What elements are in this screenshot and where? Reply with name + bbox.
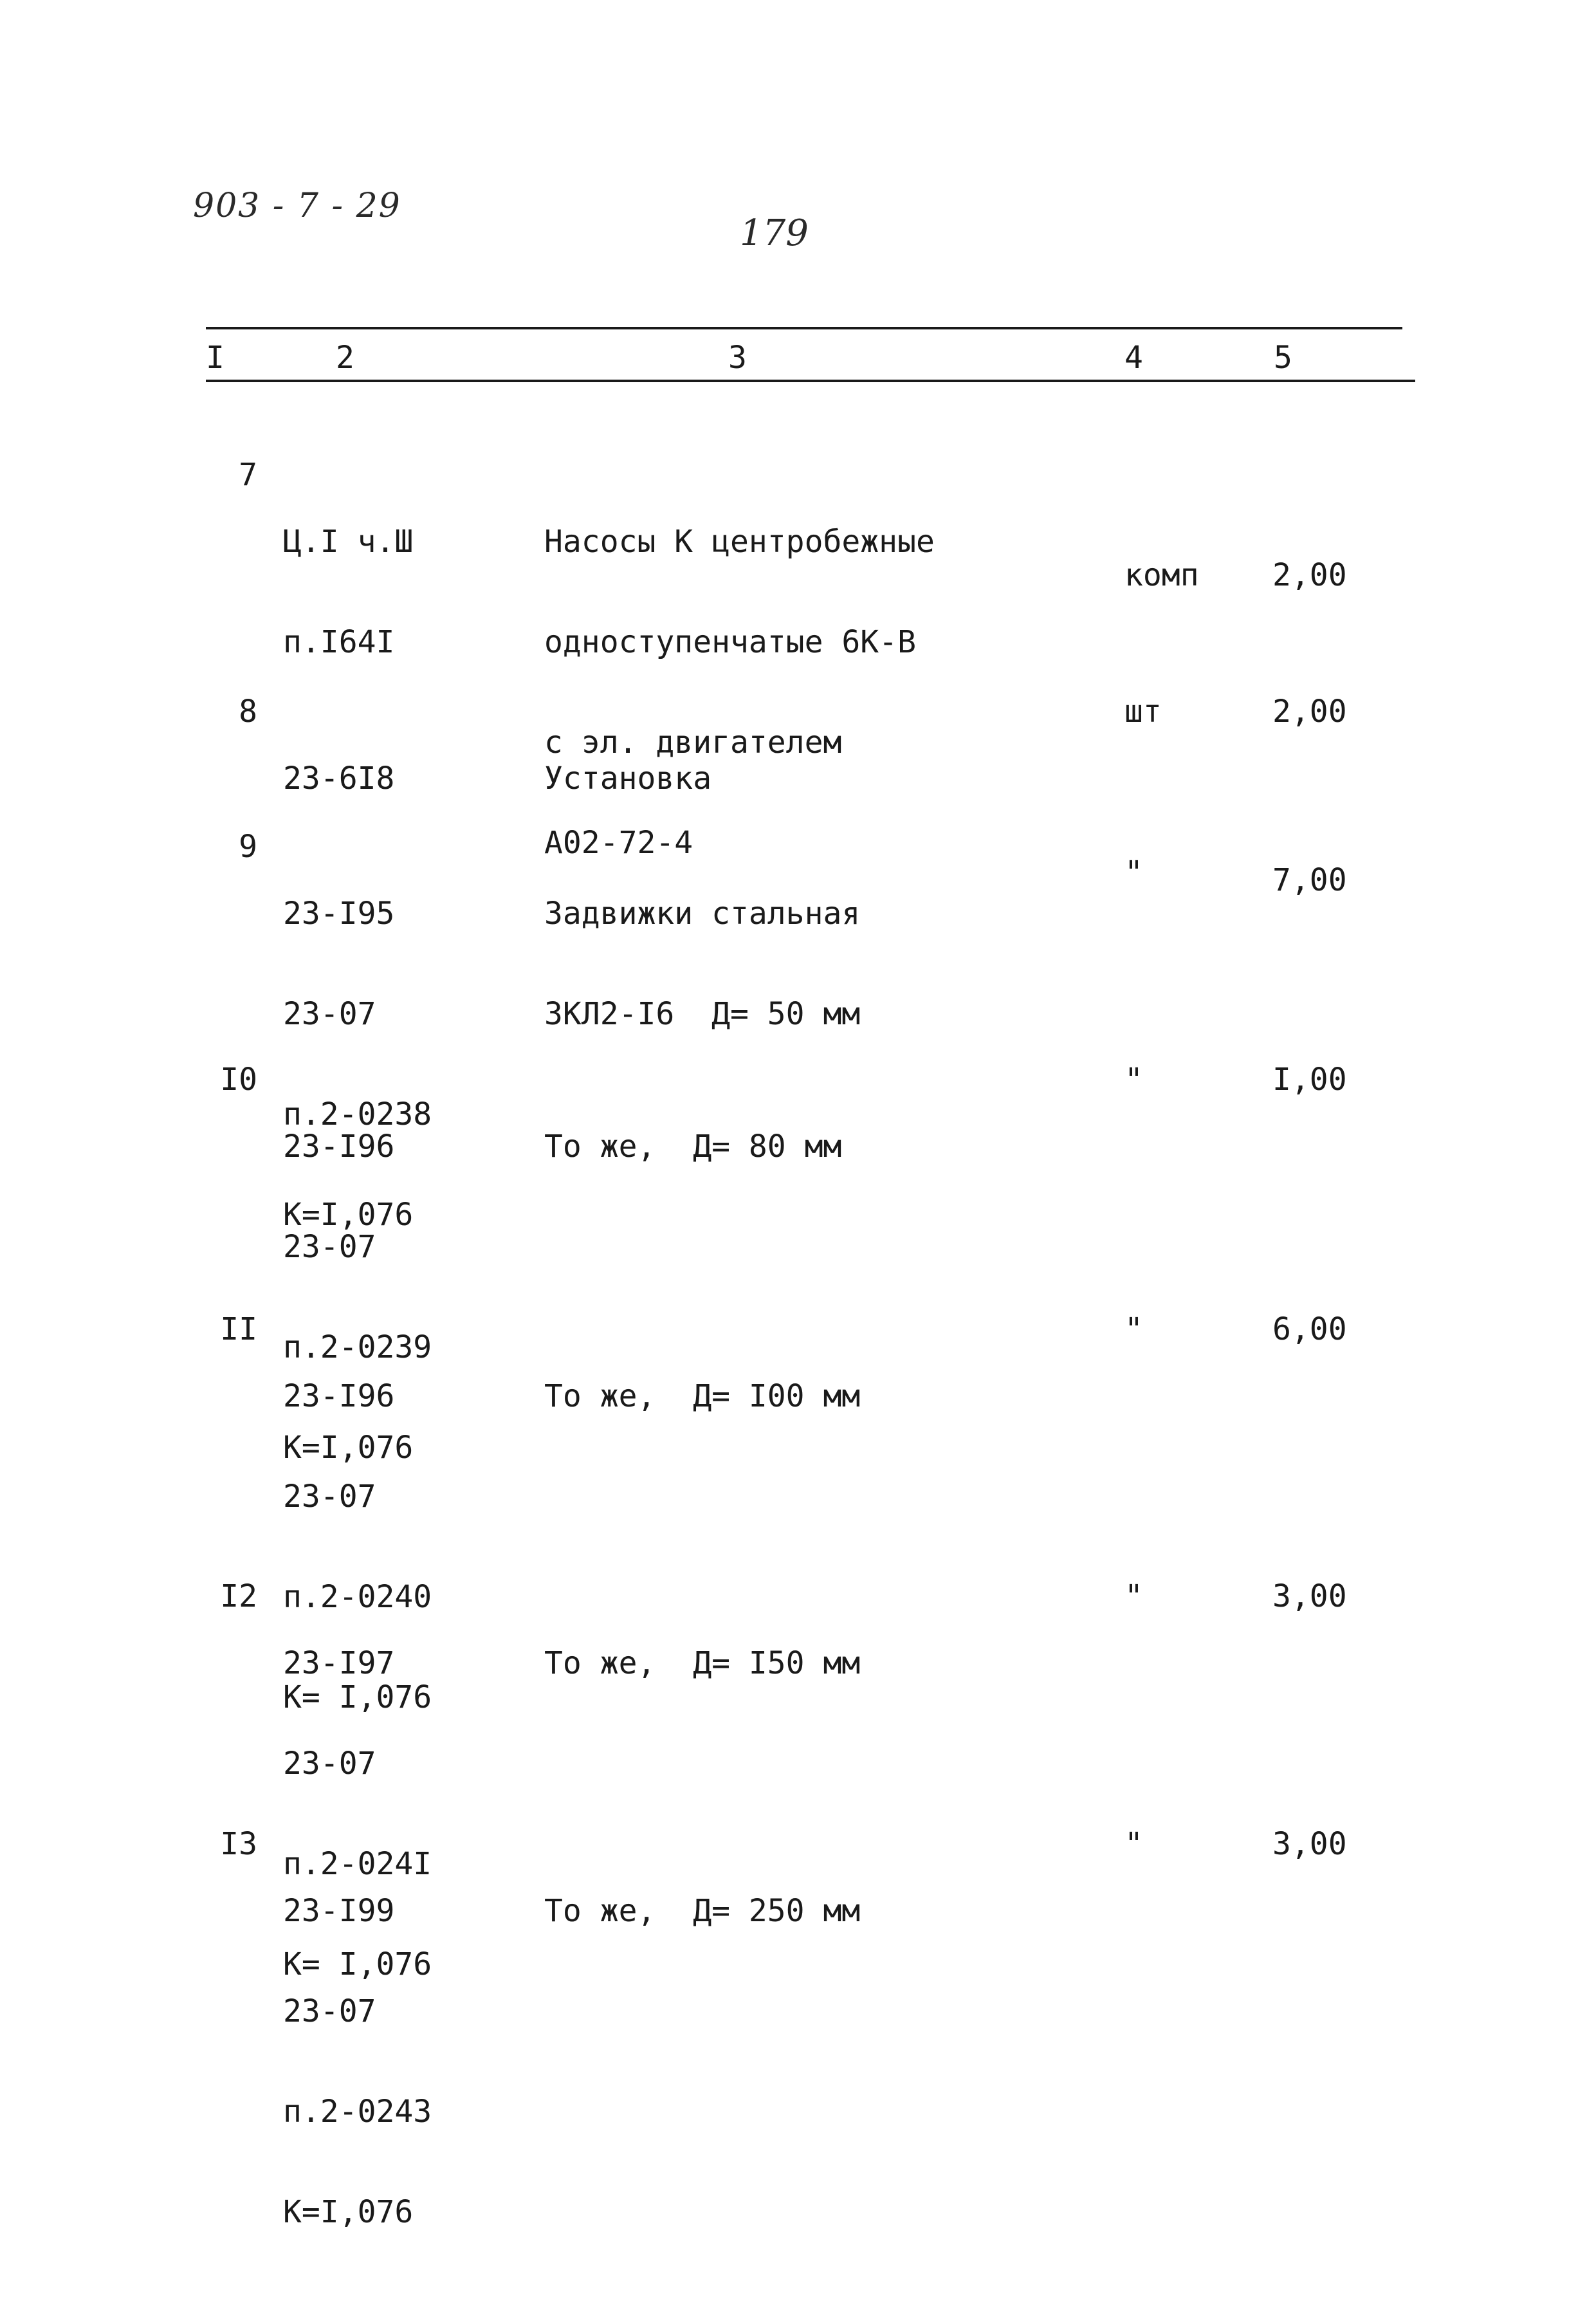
quantity: 2,00 — [1272, 694, 1347, 730]
unit-of-measure: " — [1124, 1578, 1143, 1614]
quantity: 3,00 — [1272, 1578, 1347, 1614]
row-number: 7 — [239, 457, 257, 493]
item-description: То же, Д= 250 мм — [544, 1893, 861, 1929]
rate-code: 23-I95 23-07 п.2-0238 К=I,076 — [283, 896, 432, 1233]
rate-code: 23-I96 23-07 п.2-0240 К= I,076 — [283, 1378, 432, 1715]
rate-code: 23-I97 23-07 п.2-024I К= I,076 — [283, 1645, 432, 1982]
quantity: I,00 — [1272, 1062, 1347, 1098]
row-number: 9 — [239, 829, 257, 865]
rate-code: 23-6I8 — [283, 761, 395, 797]
column-header-2: 2 — [336, 340, 354, 376]
quantity: 7,00 — [1272, 862, 1347, 898]
quantity: 2,00 — [1272, 557, 1347, 593]
item-description: Задвижки стальная ЗКЛ2-I6 Д= 50 мм — [544, 896, 861, 1032]
row-number: 8 — [239, 694, 257, 730]
table-header-bottom-rule — [206, 380, 1415, 382]
table-header-top-rule — [206, 327, 1402, 329]
row-number: II — [220, 1311, 257, 1347]
item-description: То же, Д= 80 мм — [544, 1129, 842, 1165]
unit-of-measure: " — [1124, 1311, 1143, 1347]
quantity: 6,00 — [1272, 1311, 1347, 1347]
rate-code: 23-I96 23-07 п.2-0239 К=I,076 — [283, 1129, 432, 1466]
unit-of-measure: комп — [1124, 557, 1199, 593]
unit-of-measure: " — [1124, 854, 1143, 890]
unit-of-measure: " — [1124, 1826, 1143, 1862]
item-description: Насосы К центробежные одноступенчатые 6К-В с эл. двигателем А02-72-4 — [544, 524, 935, 861]
item-description: Установка — [544, 761, 712, 797]
item-description: То же, Д= I00 мм — [544, 1378, 861, 1414]
document-code: 903 - 7 - 29 — [193, 187, 401, 225]
rate-code: Ц.I ч.Ш п.I64I — [283, 524, 414, 660]
row-number: I3 — [220, 1826, 257, 1862]
row-number: I2 — [220, 1578, 257, 1614]
unit-of-measure: " — [1124, 1062, 1143, 1098]
column-header-3: 3 — [728, 340, 747, 376]
unit-of-measure: шт — [1124, 694, 1162, 730]
item-description: То же, Д= I50 мм — [544, 1645, 861, 1681]
quantity: 3,00 — [1272, 1826, 1347, 1862]
rate-code: 23-I99 23-07 п.2-0243 К=I,076 — [283, 1893, 432, 2230]
column-header-4: 4 — [1124, 340, 1143, 376]
page-number: 179 — [740, 212, 809, 254]
row-number: I0 — [220, 1062, 257, 1098]
column-header-5: 5 — [1274, 340, 1292, 376]
column-header-1: I — [206, 340, 225, 376]
